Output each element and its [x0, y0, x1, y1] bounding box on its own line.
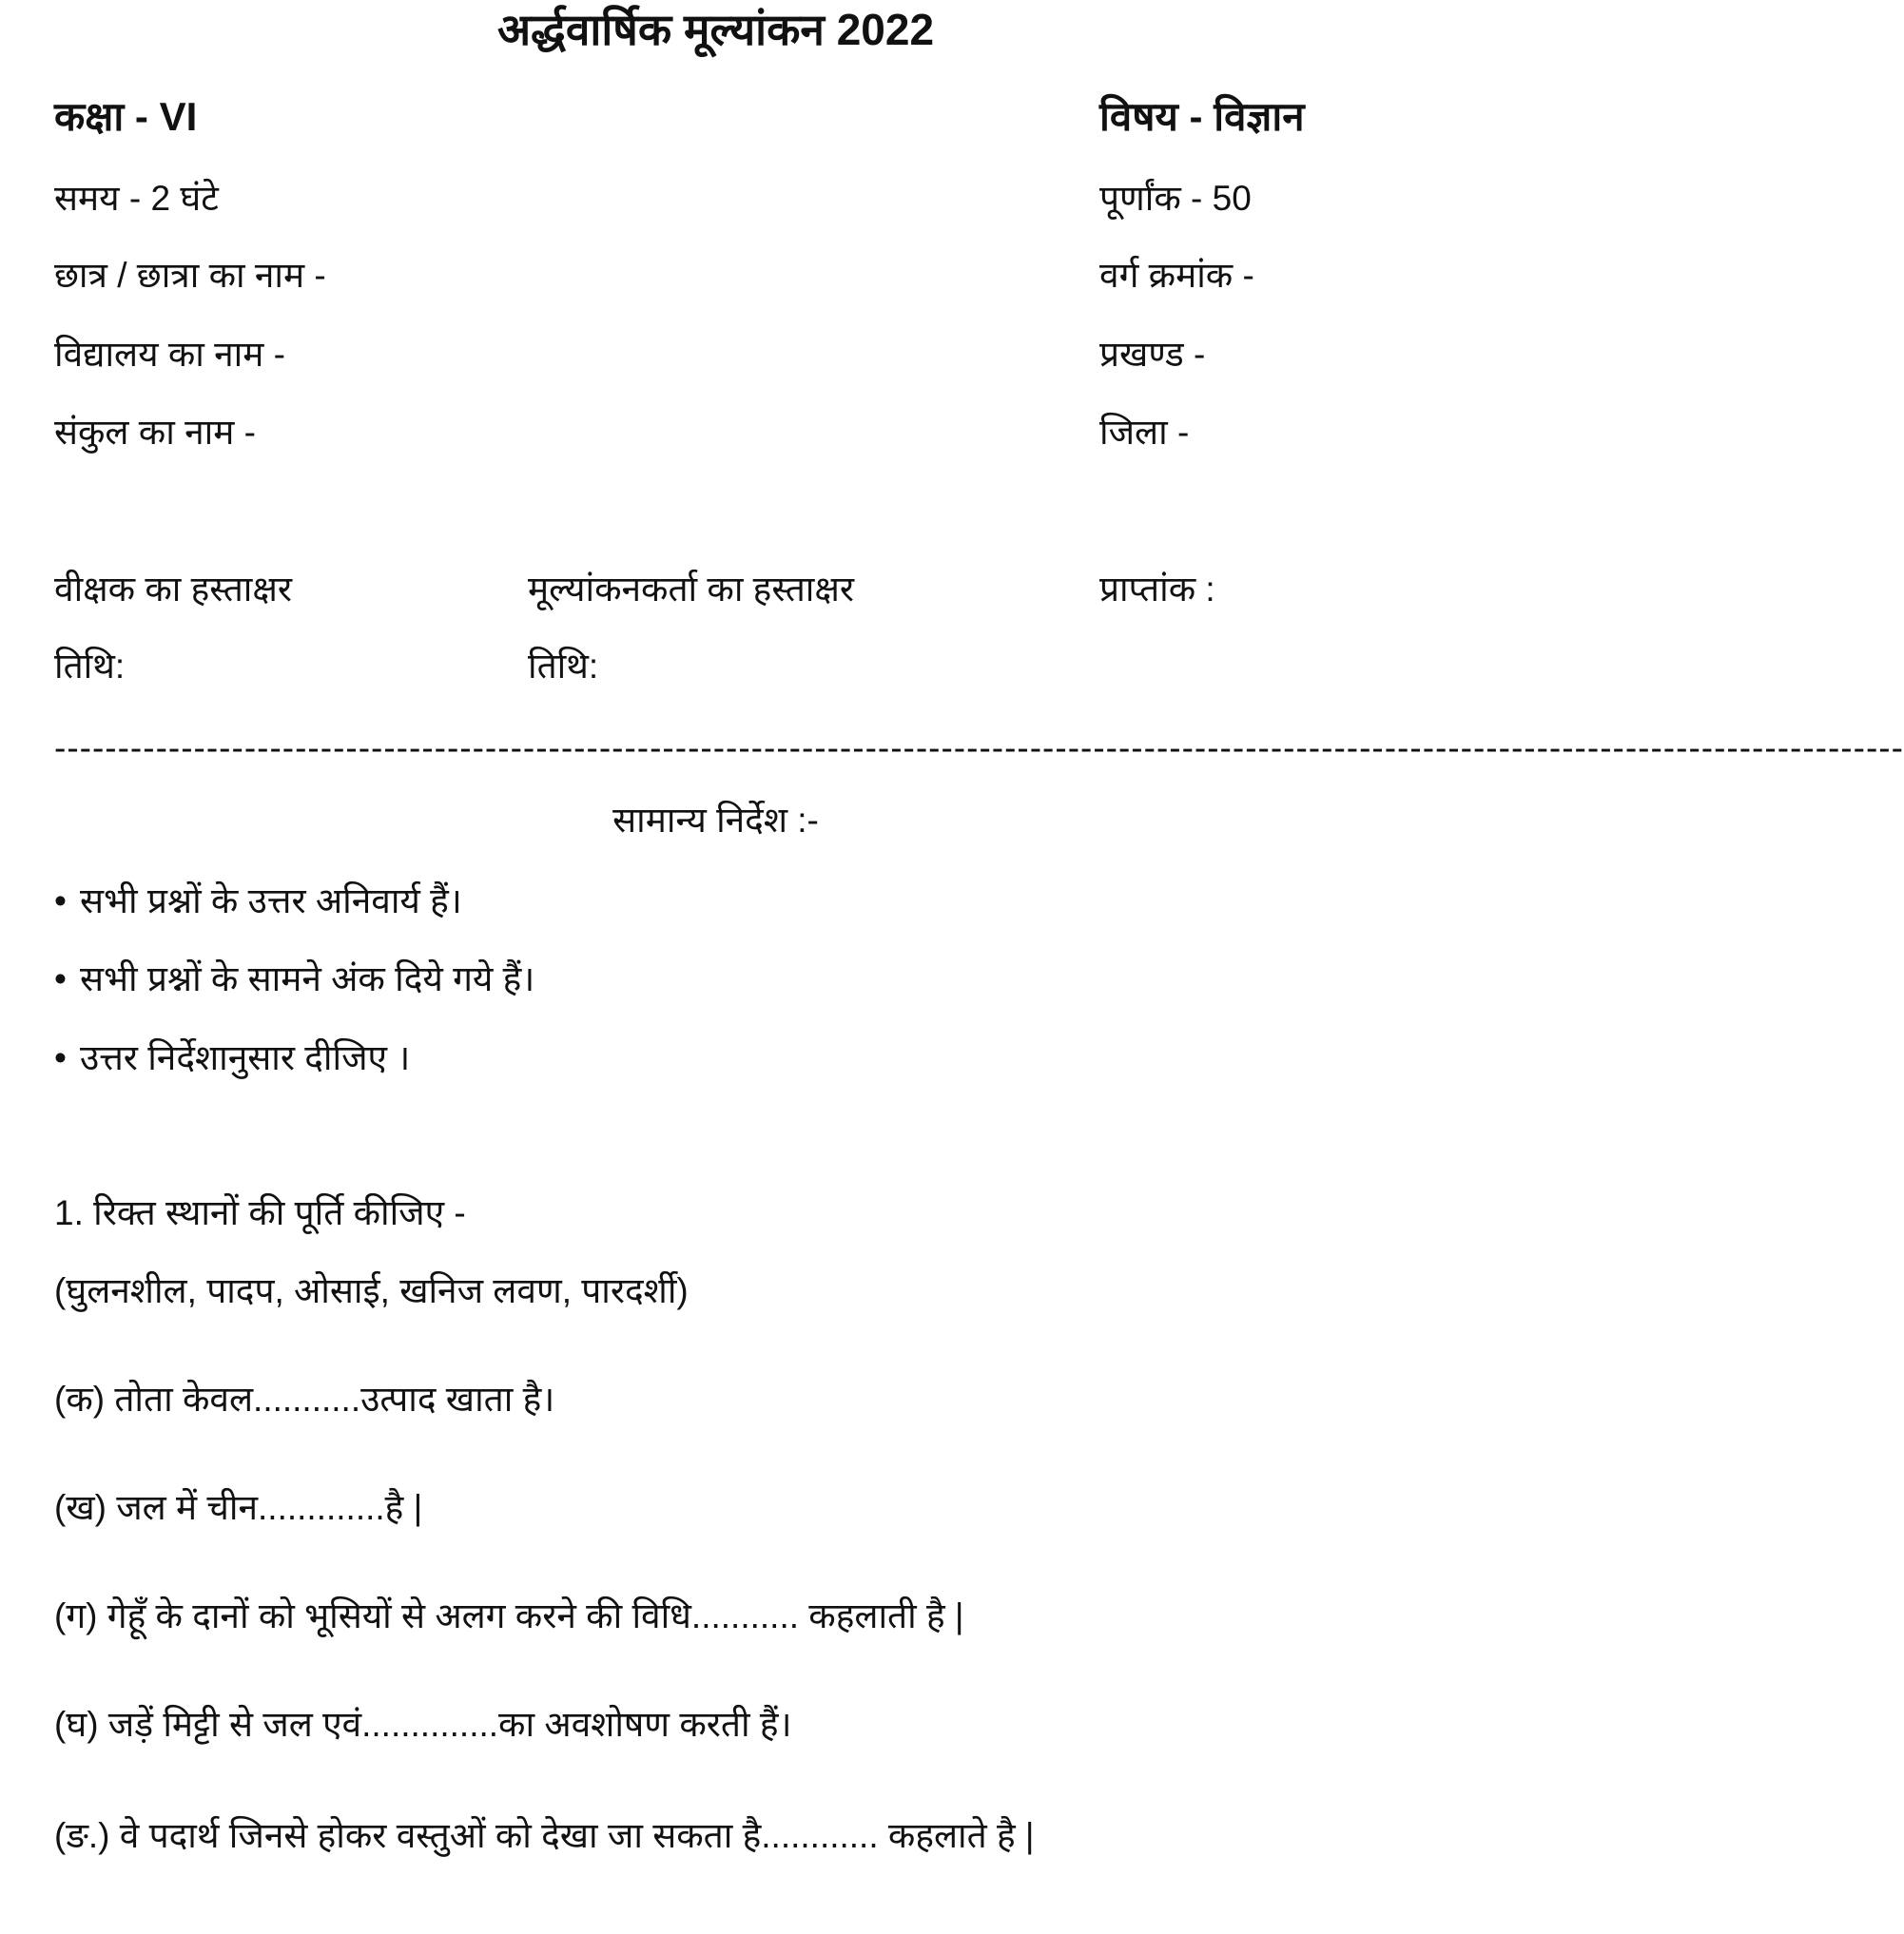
question-item: (ग) गेहूँ के दानों को भूसियों से अलग करने की विधि........... कहलाती है | [54, 1596, 964, 1635]
instruction-item: • सभी प्रश्नों के उत्तर अनिवार्य हैं। [54, 883, 462, 919]
full-marks-label: पूर्णांक - 50 [1099, 179, 1252, 218]
school-name-field: विद्यालय का नाम - [54, 335, 285, 374]
question-1-heading: 1. रिक्त स्थानों की पूर्ति कीजिए - [54, 1193, 466, 1232]
evaluator-signature-label: मूल्यांकनकर्ता का हस्ताक्षर [528, 570, 855, 609]
date-label-invigilator: तिथि: [54, 647, 126, 686]
question-item: (ङ.) वे पदार्थ जिनसे होकर वस्तुओं को देखा जा सकता है............ कहलाते है | [54, 1816, 1035, 1855]
question-1-options: (घुलनशील, पादप, ओसाई, खनिज लवण, पारदर्शी) [54, 1271, 689, 1310]
student-name-field: छात्र / छात्रा का नाम - [54, 256, 326, 295]
block-field: प्रखण्ड - [1099, 335, 1206, 374]
question-item: (ख) जल में चीन.............है | [54, 1488, 423, 1527]
district-field: जिला - [1099, 413, 1190, 452]
instructions-heading: सामान्य निर्देश :- [612, 801, 819, 840]
class-label: कक्षा - VI [54, 94, 198, 139]
question-item: (घ) जड़ें मिट्टी से जल एवं..............का अवशोषण करती हैं। [54, 1705, 792, 1744]
separator-line: -------------------------------------------------------------------------------------------------------------------------------------------------- [54, 728, 1904, 767]
page-title: अर्द्धवार्षिक मूल्यांकन 2022 [496, 5, 935, 54]
instruction-item: • सभी प्रश्नों के सामने अंक दिये गये हैं। [54, 961, 534, 996]
marks-obtained-label: प्राप्तांक : [1099, 570, 1215, 609]
instruction-item: • उत्तर निर्देशानुसार दीजिए । [54, 1040, 410, 1075]
roll-number-field: वर्ग क्रमांक - [1099, 256, 1254, 295]
cluster-name-field: संकुल का नाम - [54, 413, 256, 452]
time-label: समय - 2 घंटे [54, 179, 219, 218]
invigilator-signature-label: वीक्षक का हस्ताक्षर [54, 570, 293, 609]
subject-label: विषय - विज्ञान [1099, 94, 1305, 139]
question-item: (क) तोता केवल...........उत्पाद खाता है। [54, 1380, 555, 1419]
date-label-evaluator: तिथि: [528, 647, 599, 686]
